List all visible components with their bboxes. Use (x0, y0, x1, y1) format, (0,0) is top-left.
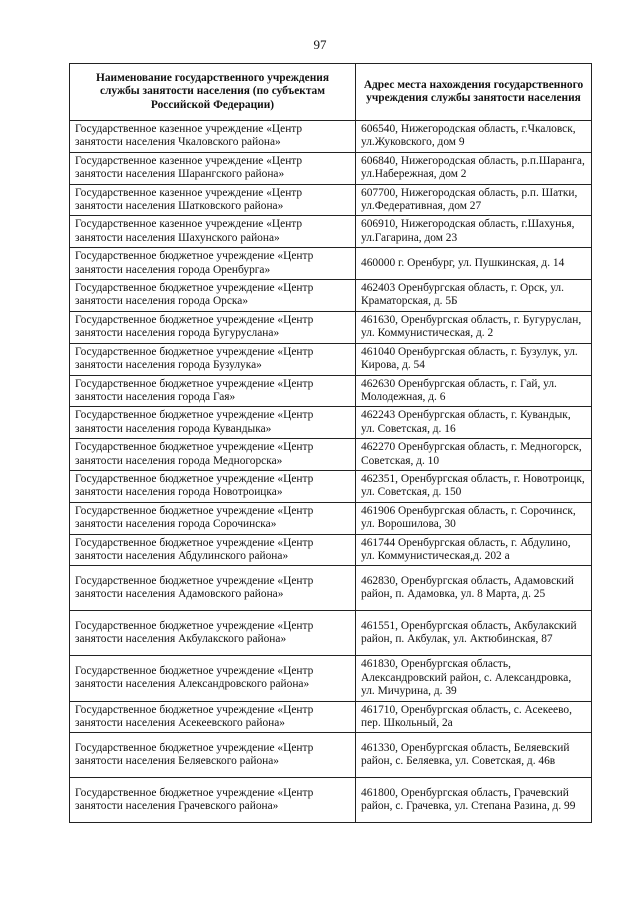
institution-name-cell: Государственное казенное учреждение «Центр занятости населения Чкаловского района» (70, 121, 356, 153)
table-row (70, 184, 592, 216)
institution-name-cell: Государственное бюджетное учреждение «Центр занятости населения города Бузулука» (70, 343, 356, 375)
table-row (70, 311, 592, 343)
table-row (70, 439, 592, 471)
table-row (70, 733, 592, 778)
address-cell: 460000 г. Оренбург, ул. Пушкинская, д. 14 (356, 248, 592, 280)
address-cell: 606540, Нижегородская область, г.Чкаловск, ул.Жуковского, дом 9 (356, 121, 592, 153)
table-row (70, 470, 592, 502)
address-cell: 606840, Нижегородская область, р.п.Шаранга, ул.Набережная, дом 2 (356, 152, 592, 184)
institution-name-cell: Государственное бюджетное учреждение «Центр занятости населения города Оренбурга» (70, 248, 356, 280)
address-cell: 461630, Оренбургская область, г. Бугуруслан, ул. Коммунистическая, д. 2 (356, 311, 592, 343)
institution-name-cell: Государственное бюджетное учреждение «Центр занятости населения города Медногорска» (70, 439, 356, 471)
institution-name-cell: Государственное бюджетное учреждение «Центр занятости населения города Гая» (70, 375, 356, 407)
institution-name-cell: Государственное казенное учреждение «Центр занятости населения Шарангского района» (70, 152, 356, 184)
address-cell: 461040 Оренбургская область, г. Бузулук, ул. Кирова, д. 54 (356, 343, 592, 375)
table-header-row (70, 64, 592, 121)
institution-name-cell: Государственное бюджетное учреждение «Центр занятости населения города Бугуруслана» (70, 311, 356, 343)
table-row (70, 534, 592, 566)
table-row (70, 407, 592, 439)
address-cell: 462830, Оренбургская область, Адамовский район, п. Адамовка, ул. 8 Марта, д. 25 (356, 566, 592, 611)
institution-name-cell: Государственное бюджетное учреждение «Центр занятости населения города Новотроицка» (70, 470, 356, 502)
address-cell: 461744 Оренбургская область, г. Абдулино, ул. Коммунистическая,д. 202 а (356, 534, 592, 566)
address-cell: 462243 Оренбургская область, г. Кувандык, ул. Советская, д. 16 (356, 407, 592, 439)
address-cell: 462270 Оренбургская область, г. Медногорск, Советская, д. 10 (356, 439, 592, 471)
table-row (70, 248, 592, 280)
page-number: 97 (313, 37, 327, 52)
address-cell: 462403 Оренбургская область, г. Орск, ул. Краматорская, д. 5Б (356, 280, 592, 312)
table-row (70, 778, 592, 823)
header-institution-name: Наименование государственного учреждения службы занятости населения (по субъектам Российской Федерации) (70, 64, 356, 121)
institution-name-cell: Государственное бюджетное учреждение «Центр занятости населения Адамовского района» (70, 566, 356, 611)
institution-name-cell: Государственное бюджетное учреждение «Центр занятости населения города Сорочинска» (70, 502, 356, 534)
institution-name-cell: Государственное бюджетное учреждение «Центр занятости населения Акбулакского района» (70, 611, 356, 656)
institution-name-cell: Государственное бюджетное учреждение «Центр занятости населения Абдулинского района» (70, 534, 356, 566)
institution-name-cell: Государственное бюджетное учреждение «Центр занятости населения Грачевского района» (70, 778, 356, 823)
address-cell: 607700, Нижегородская область, р.п. Шатки, ул.Федеративная, дом 27 (356, 184, 592, 216)
employment-centers-table (69, 63, 592, 823)
institution-name-cell: Государственное бюджетное учреждение «Центр занятости населения Александровского района» (70, 656, 356, 701)
table-row (70, 152, 592, 184)
institution-name-cell: Государственное казенное учреждение «Центр занятости населения Шатковского района» (70, 184, 356, 216)
table-row (70, 343, 592, 375)
address-cell: 461330, Оренбургская область, Беляевский район, с. Беляевка, ул. Советская, д. 46в (356, 733, 592, 778)
address-cell: 461906 Оренбургская область, г. Сорочинск, ул. Ворошилова, 30 (356, 502, 592, 534)
institution-name-cell: Государственное казенное учреждение «Центр занятости населения Шахунского района» (70, 216, 356, 248)
address-cell: 462351, Оренбургская область, г. Новотроицк, ул. Советская, д. 150 (356, 470, 592, 502)
institution-name-cell: Государственное бюджетное учреждение «Центр занятости населения города Орска» (70, 280, 356, 312)
institution-name-cell: Государственное бюджетное учреждение «Центр занятости населения Беляевского района» (70, 733, 356, 778)
address-cell: 461800, Оренбургская область, Грачевский район, с. Грачевка, ул. Степана Разина, д. 99 (356, 778, 592, 823)
address-cell: 606910, Нижегородская область, г.Шахунья, ул.Гагарина, дом 23 (356, 216, 592, 248)
header-address: Адрес места нахождения государственного учреждения службы занятости населения (356, 64, 592, 121)
address-cell: 461710, Оренбургская область, с. Асекеево, пер. Школьный, 2а (356, 701, 592, 733)
institution-name-cell: Государственное бюджетное учреждение «Центр занятости населения Асекеевского района» (70, 701, 356, 733)
institution-name-cell: Государственное бюджетное учреждение «Центр занятости населения города Кувандыка» (70, 407, 356, 439)
table-row (70, 216, 592, 248)
table-row (70, 280, 592, 312)
address-cell: 461830, Оренбургская область, Александровский район, с. Александровка, ул. Мичурина, д. 39 (356, 656, 592, 701)
table-row (70, 656, 592, 701)
table-row (70, 611, 592, 656)
address-cell: 462630 Оренбургская область, г. Гай, ул. Молодежная, д. 6 (356, 375, 592, 407)
table-row (70, 701, 592, 733)
table-row (70, 121, 592, 153)
address-cell: 461551, Оренбургская область, Акбулакский район, п. Акбулак, ул. Актюбинская, 87 (356, 611, 592, 656)
table-row (70, 566, 592, 611)
table-row (70, 375, 592, 407)
table-row (70, 502, 592, 534)
